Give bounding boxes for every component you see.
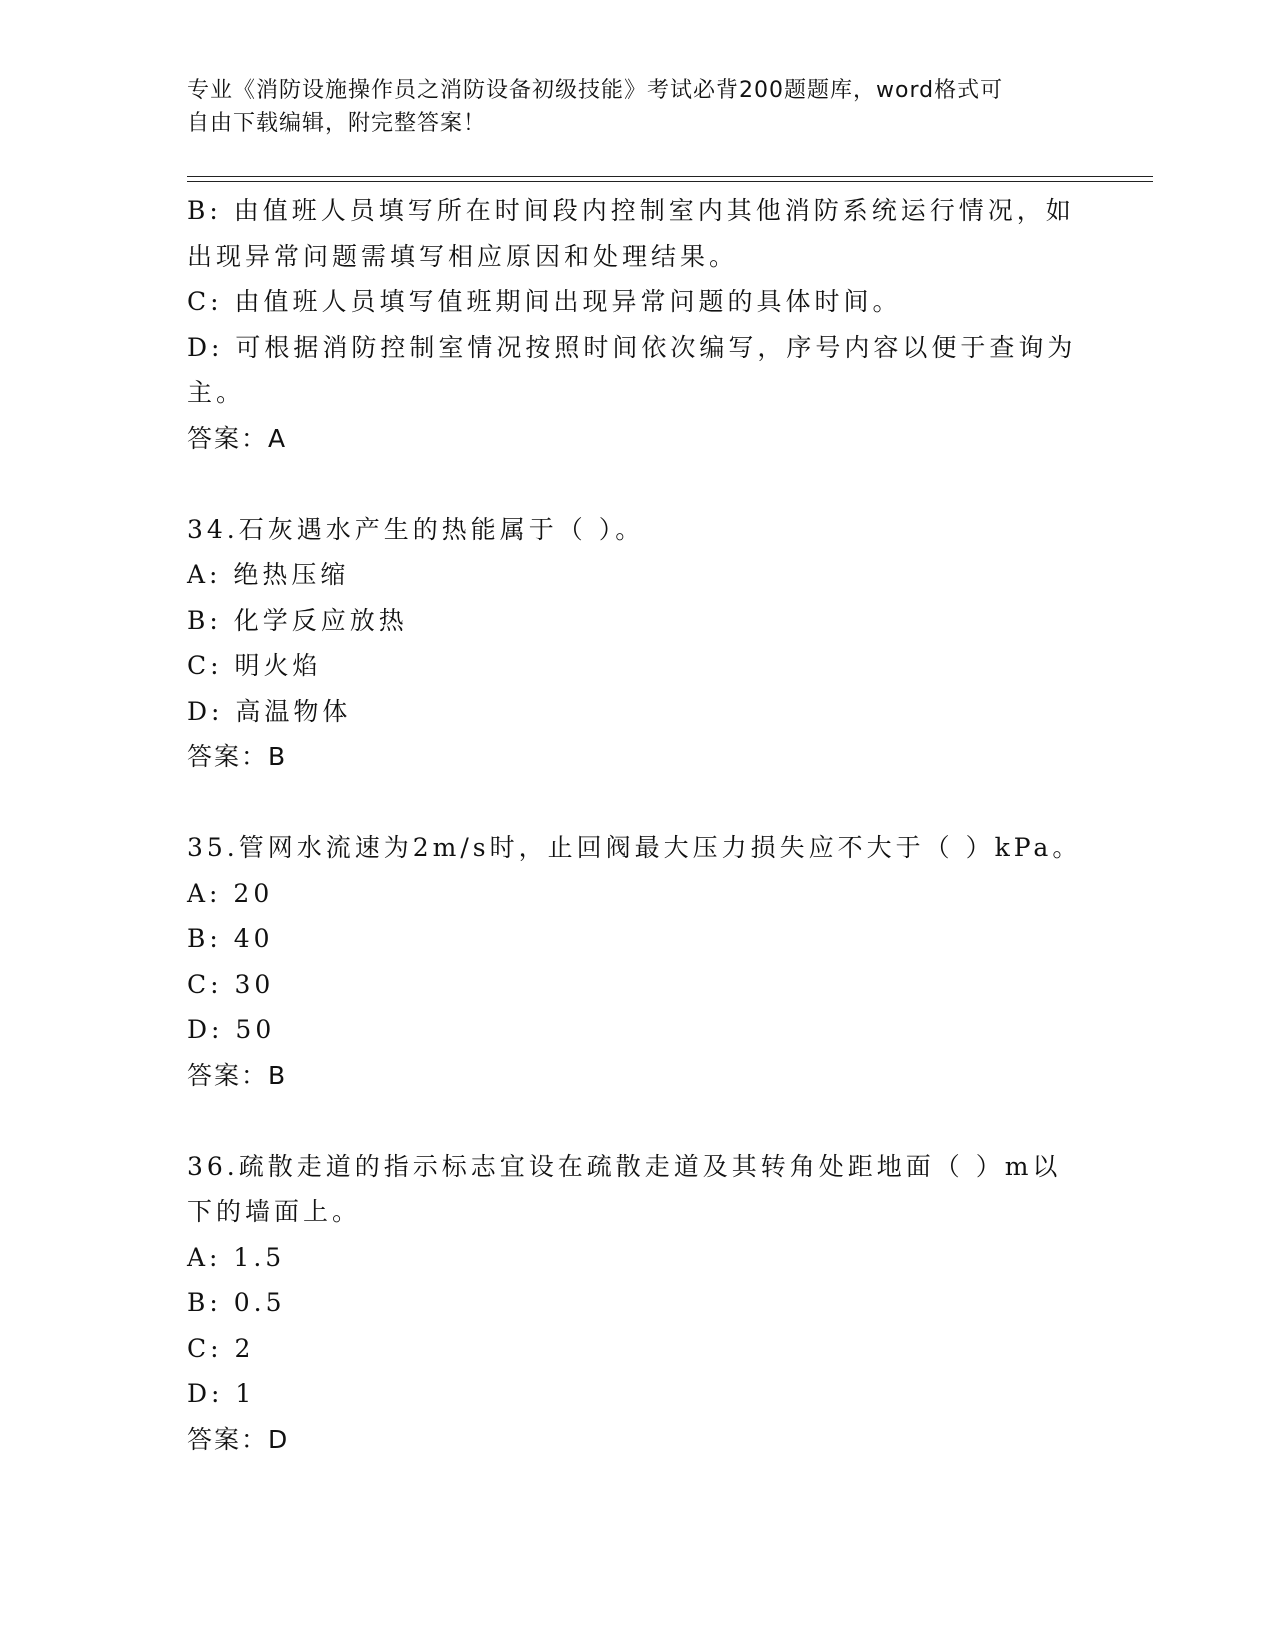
header-divider-bottom <box>187 181 1153 182</box>
question-stem-line-1: 36.疏散走道的指示标志宜设在疏散走道及其转角处距地面（ ）m以 <box>187 1151 1062 1181</box>
spacer <box>187 780 1087 826</box>
option-d-line-1: D: 可根据消防控制室情况按照时间依次编写，序号内容以便于查询为 <box>187 332 1077 362</box>
question-stem: 35.管网水流速为2m/s时，止回阀最大压力损失应不大于（ ）kPa。 <box>187 833 1082 862</box>
header-line-1: 专业《消防设施操作员之消防设备初级技能》考试必背200题题库，word格式可 <box>187 78 1004 103</box>
question-35 <box>187 825 1087 1098</box>
option-b-line-1: B: 由值班人员填写所在时间段内控制室内其他消防系统运行情况，如 <box>187 196 1075 225</box>
option-c: C: 30 <box>187 969 275 999</box>
header-divider-top <box>187 176 1153 177</box>
answer-line: 答案：B <box>187 1060 288 1090</box>
option-d-line-2: 主。 <box>187 378 246 407</box>
previous-question-block <box>187 188 1087 461</box>
option-b: B: 40 <box>187 924 274 953</box>
question-36 <box>187 1144 1087 1463</box>
question-stem: 34.石灰遇水产生的热能属于（ ）。 <box>187 514 645 544</box>
option-b: B: 化学反应放热 <box>187 605 408 635</box>
option-a: A: 绝热压缩 <box>187 560 350 589</box>
option-c: C: 由值班人员填写值班期间出现异常问题的具体时间。 <box>187 287 902 316</box>
question-stem-line-2: 下的墙面上。 <box>187 1197 362 1226</box>
option-d: D: 1 <box>187 1379 256 1408</box>
question-body <box>187 188 1087 1462</box>
answer-line: 答案：D <box>187 1424 290 1454</box>
option-b-line-2: 出现异常问题需填写相应原因和处理结果。 <box>187 241 739 271</box>
header-line-2: 自由下载编辑，附完整答案！ <box>187 111 487 136</box>
answer-line: 答案：A <box>187 423 288 453</box>
option-a: A: 20 <box>187 878 274 908</box>
option-a: A: 1.5 <box>187 1242 286 1272</box>
question-34 <box>187 507 1087 780</box>
option-c: C: 2 <box>187 1333 255 1363</box>
option-d: D: 高温物体 <box>187 696 352 726</box>
answer-line: 答案：B <box>187 742 288 771</box>
spacer <box>187 461 1087 507</box>
spacer <box>187 1098 1087 1144</box>
option-d: D: 50 <box>187 1015 276 1044</box>
option-c: C: 明火焰 <box>187 651 322 680</box>
option-b: B: 0.5 <box>187 1288 286 1317</box>
document-header <box>187 74 1067 140</box>
